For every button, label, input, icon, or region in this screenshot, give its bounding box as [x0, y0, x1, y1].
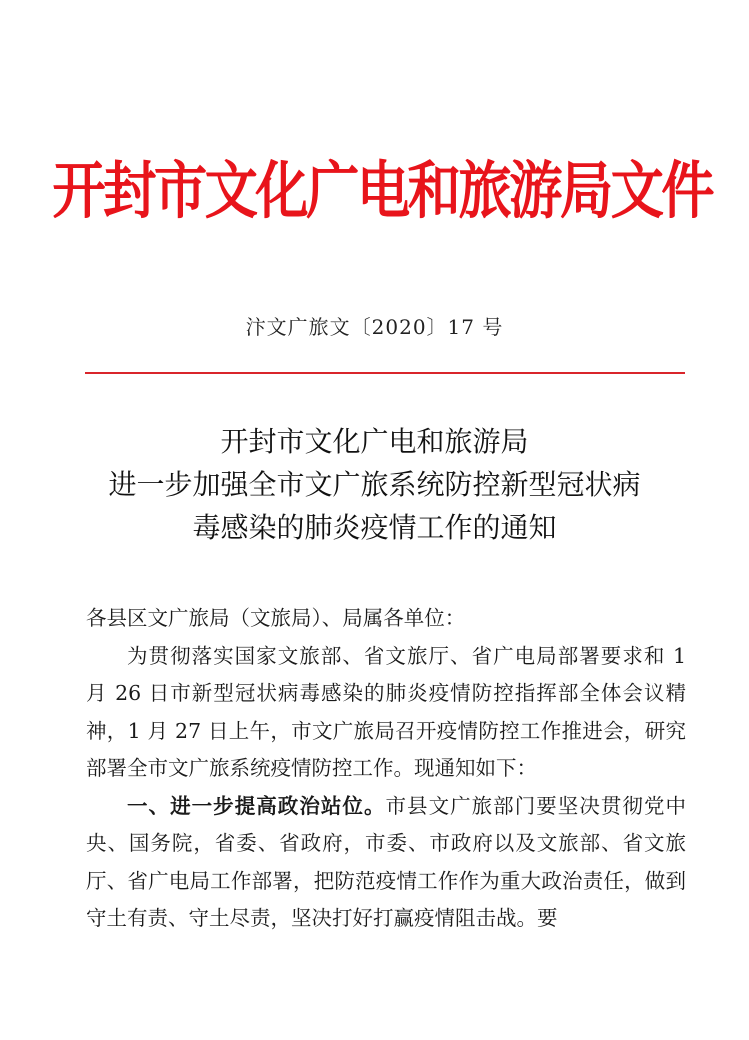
- notice-body: [86, 600, 686, 938]
- document-header-title: 开封市文化广电和旅游局文件: [52, 154, 713, 227]
- salutation: 各县区文广旅局（文旅局）、局属各单位：: [86, 606, 466, 630]
- header-divider-line: [85, 372, 685, 374]
- section-1-heading: 一、进一步提高政治站位。: [127, 793, 386, 818]
- notice-title-line-3: 毒感染的肺炎疫情工作的通知: [192, 511, 557, 544]
- document-number: 汴文广旅文〔2020〕17 号: [245, 315, 504, 339]
- section-1-text: 市县文广旅部门要坚决贯彻党中央、国务院，省委、省政府，市委、市政府以及文旅部、省文旅厅、省广电局工作部署，把防范疫情工作作为重大政治责任，做到守土有责、守土尽责，坚决打好打赢疫情阻击战。要: [86, 793, 687, 930]
- notice-title-line-1: 开封市文化广电和旅游局: [220, 425, 529, 458]
- notice-title-line-2: 进一步加强全市文广旅系统防控新型冠状病: [108, 468, 641, 501]
- notice-title: [40, 420, 709, 549]
- section-1-paragraph: [86, 788, 686, 938]
- paragraph-intro: 为贯彻落实国家文旅部、省文旅厅、省广电局部署要求和 1 月 26 日市新型冠状病毒感染的肺炎疫情防控指挥部全体会议精神，1 月 27 日上午，市文广旅局召开疫情防控工作推进会，研究部署全市文广旅系统疫情防控工作。现通知如下：: [86, 643, 686, 780]
